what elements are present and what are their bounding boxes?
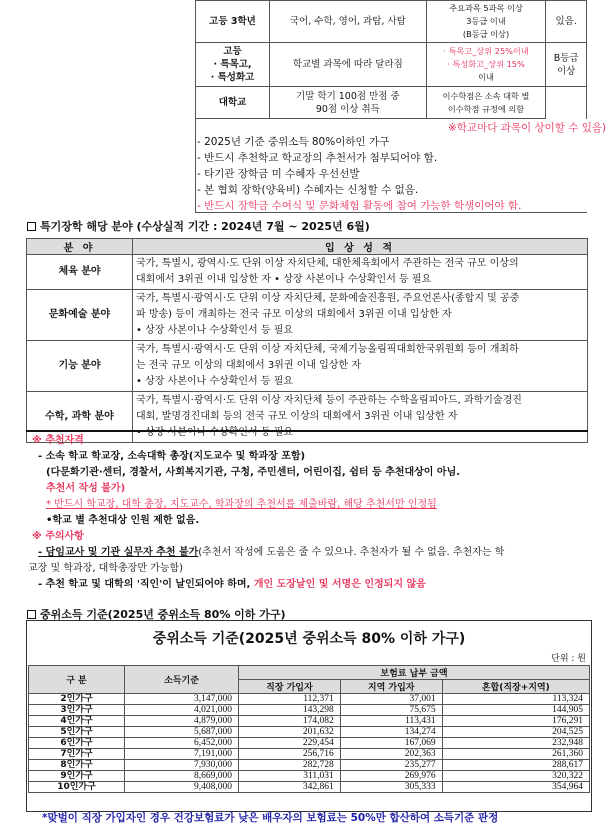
unit-label: 단위 : 원 <box>551 654 586 664</box>
recommender-notes <box>28 433 504 588</box>
grade-result: B등급 이상 <box>546 43 587 87</box>
table-row <box>29 727 590 738</box>
income-title: 중위소득 기준(2025년 중위소득 80% 이하 가구) <box>152 631 466 647</box>
premium-mixed: 261,360 <box>442 749 589 760</box>
table-row <box>196 1 587 43</box>
premium-work: 112,371 <box>239 694 341 705</box>
table-header-row <box>29 666 590 680</box>
table-row <box>29 705 590 716</box>
row-label: 9인가구 <box>29 771 125 782</box>
grade-criteria: · 특목고_상위 25%이내 · 특성화고_상위 15% 이내 <box>426 43 546 87</box>
premium-work: 174,082 <box>239 716 341 727</box>
income-base: 4,879,000 <box>125 716 239 727</box>
award-table-thick-border <box>26 430 588 432</box>
award-category: 기능 분야 <box>27 341 133 392</box>
recommender-line: - 소속 학교 학교장, 소속대학 총장(지도교수 및 학과장 포함) <box>38 451 306 462</box>
caution-title: ※ 주의사항 <box>32 531 84 542</box>
table-row <box>29 694 590 705</box>
grade-level: 고등 3학년 <box>196 1 270 43</box>
premium-region: 113,431 <box>340 716 442 727</box>
table-header-row <box>27 239 588 255</box>
income-base: 7,930,000 <box>125 760 239 771</box>
award-criteria-table <box>26 238 588 443</box>
row-label: 7인가구 <box>29 749 125 760</box>
award-description: 국가, 특별시, 광역시·도 단위 이상 자치단체, 대한체육회에서 주관하는 전국 규모 이상의 대회에서 3위권 이내 입상한 자 • 상장 사본이나 수상확인서 등 필요 <box>133 255 588 290</box>
row-label: 4인가구 <box>29 716 125 727</box>
premium-mixed: 232,948 <box>442 738 589 749</box>
row-label: 5인가구 <box>29 727 125 738</box>
row-label: 10인가구 <box>29 782 125 793</box>
grade-note: ※학교마다 과목이 상이할 수 있음) <box>448 122 607 134</box>
income-base: 5,687,000 <box>125 727 239 738</box>
bullet-item: - 반드시 추천학교 학교장의 추천서가 첨부되어야 함. <box>197 152 438 164</box>
income-base: 3,147,000 <box>125 694 239 705</box>
income-table-body <box>29 694 590 793</box>
income-panel <box>26 620 592 830</box>
premium-work: 311,031 <box>239 771 341 782</box>
award-description: 국가, 특별시·광역시·도 단위 이상 자치단체 등이 주관하는 수학올림피아드, 과학기술경진 대회, 발명경진대회 등의 전국 규모 이상의 대회에서 3위권 이내 입상한 자 • 상장 사본이나 수상확인서 등 필요 <box>133 392 588 443</box>
premium-mixed: 204,525 <box>442 727 589 738</box>
table-row <box>29 760 590 771</box>
premium-work: 201,632 <box>239 727 341 738</box>
premium-region: 235,277 <box>340 760 442 771</box>
bullet-item: - 반드시 장학금 수여식 및 문화체험 활동에 참여 가능한 학생이어야 함. <box>197 200 522 210</box>
column-header: 입 상 성 적 <box>133 239 588 255</box>
bullet-item: - 2025년 기준 중위소득 80%이하인 가구 <box>197 136 390 148</box>
table-row <box>29 782 590 793</box>
column-header: 구 분 <box>29 666 125 694</box>
premium-region: 305,333 <box>340 782 442 793</box>
grade-level: 고등 · 특목고, · 특성화고 <box>196 43 270 87</box>
recommender-title: ※ 추천자격 <box>32 435 84 446</box>
recommender-line: •학교 별 추천대상 인원 제한 없음. <box>46 515 200 526</box>
premium-region: 167,069 <box>340 738 442 749</box>
premium-region: 37,001 <box>340 694 442 705</box>
premium-mixed: 288,617 <box>442 760 589 771</box>
income-section-title: 중위소득 기준(2025년 중위소득 80% 이하 가구) <box>27 606 286 622</box>
recommender-line: * 반드시 학교장, 대학 총장, 지도교수, 학과장의 추천서를 제출바람, 해당 추천서만 인정됨 <box>46 499 437 510</box>
grade-level: 대학교 <box>196 87 270 119</box>
premium-region: 269,976 <box>340 771 442 782</box>
income-table <box>28 665 590 793</box>
box-left-border <box>195 115 196 213</box>
eligibility-bullets <box>197 134 522 210</box>
box-bottom-border <box>195 212 587 213</box>
column-header: 소득기준 <box>125 666 239 694</box>
caution-line: 교장 및 학과장, 대학총장만 가능함) <box>28 563 184 574</box>
caution-line: - 추천 학교 및 대학의 '직인'이 날인되어야 하며, 개인 도장날인 및 서명은 인정되지 않음 <box>38 579 426 588</box>
income-base: 6,452,000 <box>125 738 239 749</box>
row-label: 8인가구 <box>29 760 125 771</box>
award-category: 문화예술 분야 <box>27 290 133 341</box>
footer-note: *맞벌이 직장 가입자인 경우 건강보험료가 낮은 배우자의 보험료는 50%만 합산하여 소득기준 판정 <box>42 812 499 824</box>
column-header: 직장 가입자 <box>239 680 341 694</box>
premium-work: 229,454 <box>239 738 341 749</box>
row-label: 3인가구 <box>29 705 125 716</box>
bullet-item: - 타기관 장학금 미 수혜자 우선선발 <box>197 168 360 180</box>
grade-criteria: 주요과목 5과목 이상 3등급 이내 (B등급 이상) <box>426 1 546 43</box>
table-row <box>196 87 587 119</box>
row-label: 6인가구 <box>29 738 125 749</box>
table-row <box>29 716 590 727</box>
premium-mixed: 113,324 <box>442 694 589 705</box>
premium-mixed: 320,322 <box>442 771 589 782</box>
recommender-line: (다문화기관·센터, 경찰서, 사회복지기관, 구청, 주민센터, 어린이집, 쉼터 등 추천대상이 아님. <box>46 467 461 478</box>
premium-region: 75,675 <box>340 705 442 716</box>
grade-result: 있음. <box>546 1 587 43</box>
table-row <box>27 255 588 290</box>
income-base: 4,021,000 <box>125 705 239 716</box>
grade-result-empty <box>546 87 587 119</box>
premium-mixed: 176,291 <box>442 716 589 727</box>
column-header: 보험료 납부 금액 <box>239 666 590 680</box>
row-label: 2인가구 <box>29 694 125 705</box>
income-base: 8,669,000 <box>125 771 239 782</box>
premium-work: 143,298 <box>239 705 341 716</box>
table-row <box>27 290 588 341</box>
column-header: 지역 가입자 <box>340 680 442 694</box>
column-header: 혼합(직장+지역) <box>442 680 589 694</box>
grade-subjects: 학교별 과목에 따라 달라짐 <box>270 43 427 87</box>
premium-work: 282,728 <box>239 760 341 771</box>
premium-region: 134,274 <box>340 727 442 738</box>
grade-subjects: 국어, 수학, 영어, 과탐, 사탐 <box>270 1 427 43</box>
premium-work: 342,861 <box>239 782 341 793</box>
award-description: 국가, 특별시·광역시·도 단위 이상 자치단체, 문화예술진흥원, 주요언론사(종합지 및 공중 파 방송) 등이 개최하는 전국 규모 이상의 대회에서 3위권 이내 입상한 자 • 상장 사본이나 수상확인서 등 필요 <box>133 290 588 341</box>
grade-criteria: 이수학점은 소속 대학 별 이수학점 규정에 의함 <box>426 87 546 119</box>
table-row <box>29 771 590 782</box>
premium-mixed: 144,905 <box>442 705 589 716</box>
column-header: 분 야 <box>27 239 133 255</box>
grade-subjects: 기말 학기 100점 만점 중 90점 이상 취득 <box>270 87 427 119</box>
award-description: 국가, 특별시·광역시·도 단위 이상 자치단체, 국제기능올림픽대회한국위원회 등이 개최하 는 전국 규모 이상의 대회에서 3위권 이내 입상한 자 • 상장 사본이나 수상확인서 등 필요 <box>133 341 588 392</box>
checkbox-icon <box>27 610 36 619</box>
award-category: 체육 분야 <box>27 255 133 290</box>
table-row <box>29 749 590 760</box>
table-row <box>196 43 587 87</box>
checkbox-icon <box>27 222 36 231</box>
award-category: 수학, 과학 분야 <box>27 392 133 443</box>
premium-work: 256,716 <box>239 749 341 760</box>
award-section-title: 특기장학 해당 분야 (수상실적 기간 : 2024년 7월 ~ 2025년 6월) <box>27 218 370 234</box>
grade-criteria-table <box>195 0 587 119</box>
recommender-line: 추천서 작성 불가) <box>46 483 126 494</box>
caution-line: - 담임교사 및 기관 실무자 추천 불가(추천서 작성에 도움은 줄 수 있으나. 추천자가 될 수 없음. 추천자는 학 <box>38 547 505 558</box>
table-row <box>29 738 590 749</box>
bullet-item: - 본 협회 장학(양육비) 수혜자는 신청할 수 없음. <box>197 184 419 196</box>
income-base: 7,191,000 <box>125 749 239 760</box>
table-row <box>27 341 588 392</box>
income-base: 9,408,000 <box>125 782 239 793</box>
premium-mixed: 354,964 <box>442 782 589 793</box>
premium-region: 202,363 <box>340 749 442 760</box>
